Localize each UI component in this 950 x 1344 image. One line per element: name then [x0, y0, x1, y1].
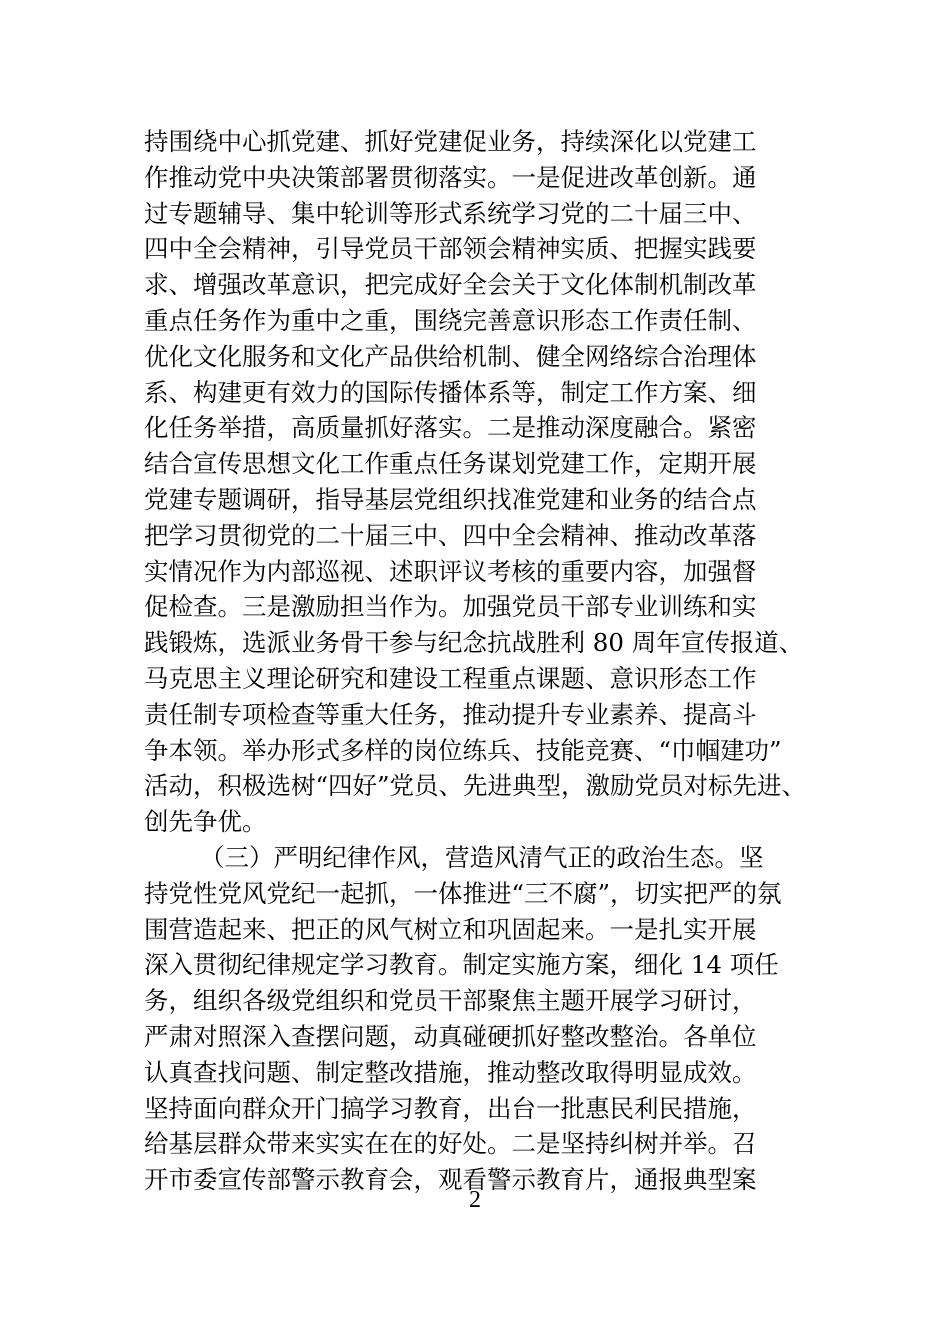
text-line: 给基层群众带来实实在在的好处。二是坚持纠树并举。召 — [144, 1129, 757, 1159]
text-line: 深入贯彻纪律规定学习教育。制定实施方案，细化 14 项任 — [144, 950, 779, 980]
text-line: 优化文化服务和文化产品供给机制、健全网络综合治理体 — [144, 341, 757, 371]
text-line: 持围绕中心抓党建、抓好党建促业务，持续深化以党建工 — [144, 127, 757, 156]
text-line: 围营造起来、把正的风气树立和巩固起来。一是扎实开展 — [144, 914, 757, 944]
text-line: 持党性党风党纪一起抓，一体推进“三不腐”，切实把严的氛 — [144, 878, 782, 908]
text-line: 严肃对照深入查摆问题，动真碰硬抓好整改整治。各单位 — [144, 1021, 757, 1051]
text-line: 党建专题调研，指导基层党组织找准党建和业务的结合点 — [144, 484, 757, 514]
page-number: 2 — [469, 1187, 481, 1213]
text-line: 坚持面向群众开门搞学习教育，出台一批惠民利民措施， — [144, 1093, 757, 1123]
text-line: 践锻炼，选派业务骨干参与纪念抗战胜利 80 周年宣传报道、 — [144, 628, 804, 658]
body-text — [144, 124, 824, 1198]
text-line: 认真查找问题、制定整改措施，推动整改取得明显成效。 — [144, 1057, 757, 1087]
text-line: 系、构建更有效力的国际传播体系等，制定工作方案、细 — [144, 377, 757, 407]
text-line: 开市委宣传部警示教育会，观看警示教育片，通报典型案 — [144, 1165, 757, 1195]
text-line: 实情况作为内部巡视、述职评议考核的重要内容，加强督 — [144, 556, 757, 586]
text-line: 活动，积极选树“四好”党员、先进典型，激励党员对标先进、 — [144, 771, 807, 801]
text-line: 促检查。三是激励担当作为。加强党员干部专业训练和实 — [144, 592, 757, 622]
text-line: 作推动党中央决策部署贯彻落实。一是促进改革创新。通 — [144, 162, 757, 192]
text-line: 结合宣传思想文化工作重点任务谋划党建工作，定期开展 — [144, 449, 757, 479]
text-line: 马克思主义理论研究和建设工程重点课题、意识形态工作 — [144, 663, 757, 693]
text-line: 争本领。举办形式多样的岗位练兵、技能竞赛、“巾帼建功” — [144, 735, 782, 765]
text-line: 责任制专项检查等重大任务，推动提升专业素养、提高斗 — [144, 699, 757, 729]
text-line: 创先争优。 — [144, 807, 267, 837]
text-line: 求、增强改革意识，把完成好全会关于文化体制机制改革 — [144, 270, 757, 300]
text-line: 化任务举措，高质量抓好落实。二是推动深度融合。紧密 — [144, 413, 757, 443]
text-line: 把学习贯彻党的二十届三中、四中全会精神、推动改革落 — [144, 520, 757, 550]
text-line: 重点任务作为重中之重，围绕完善意识形态工作责任制、 — [144, 305, 757, 335]
text-line: 四中全会精神，引导党员干部领会精神实质、把握实践要 — [144, 234, 757, 264]
section-heading-line: （三）严明纪律作风，营造风清气正的政治生态。坚 — [200, 842, 764, 872]
text-line: 过专题辅导、集中轮训等形式系统学习党的二十届三中、 — [144, 198, 757, 228]
text-line: 务，组织各级党组织和党员干部聚焦主题开展学习研讨， — [144, 986, 757, 1016]
